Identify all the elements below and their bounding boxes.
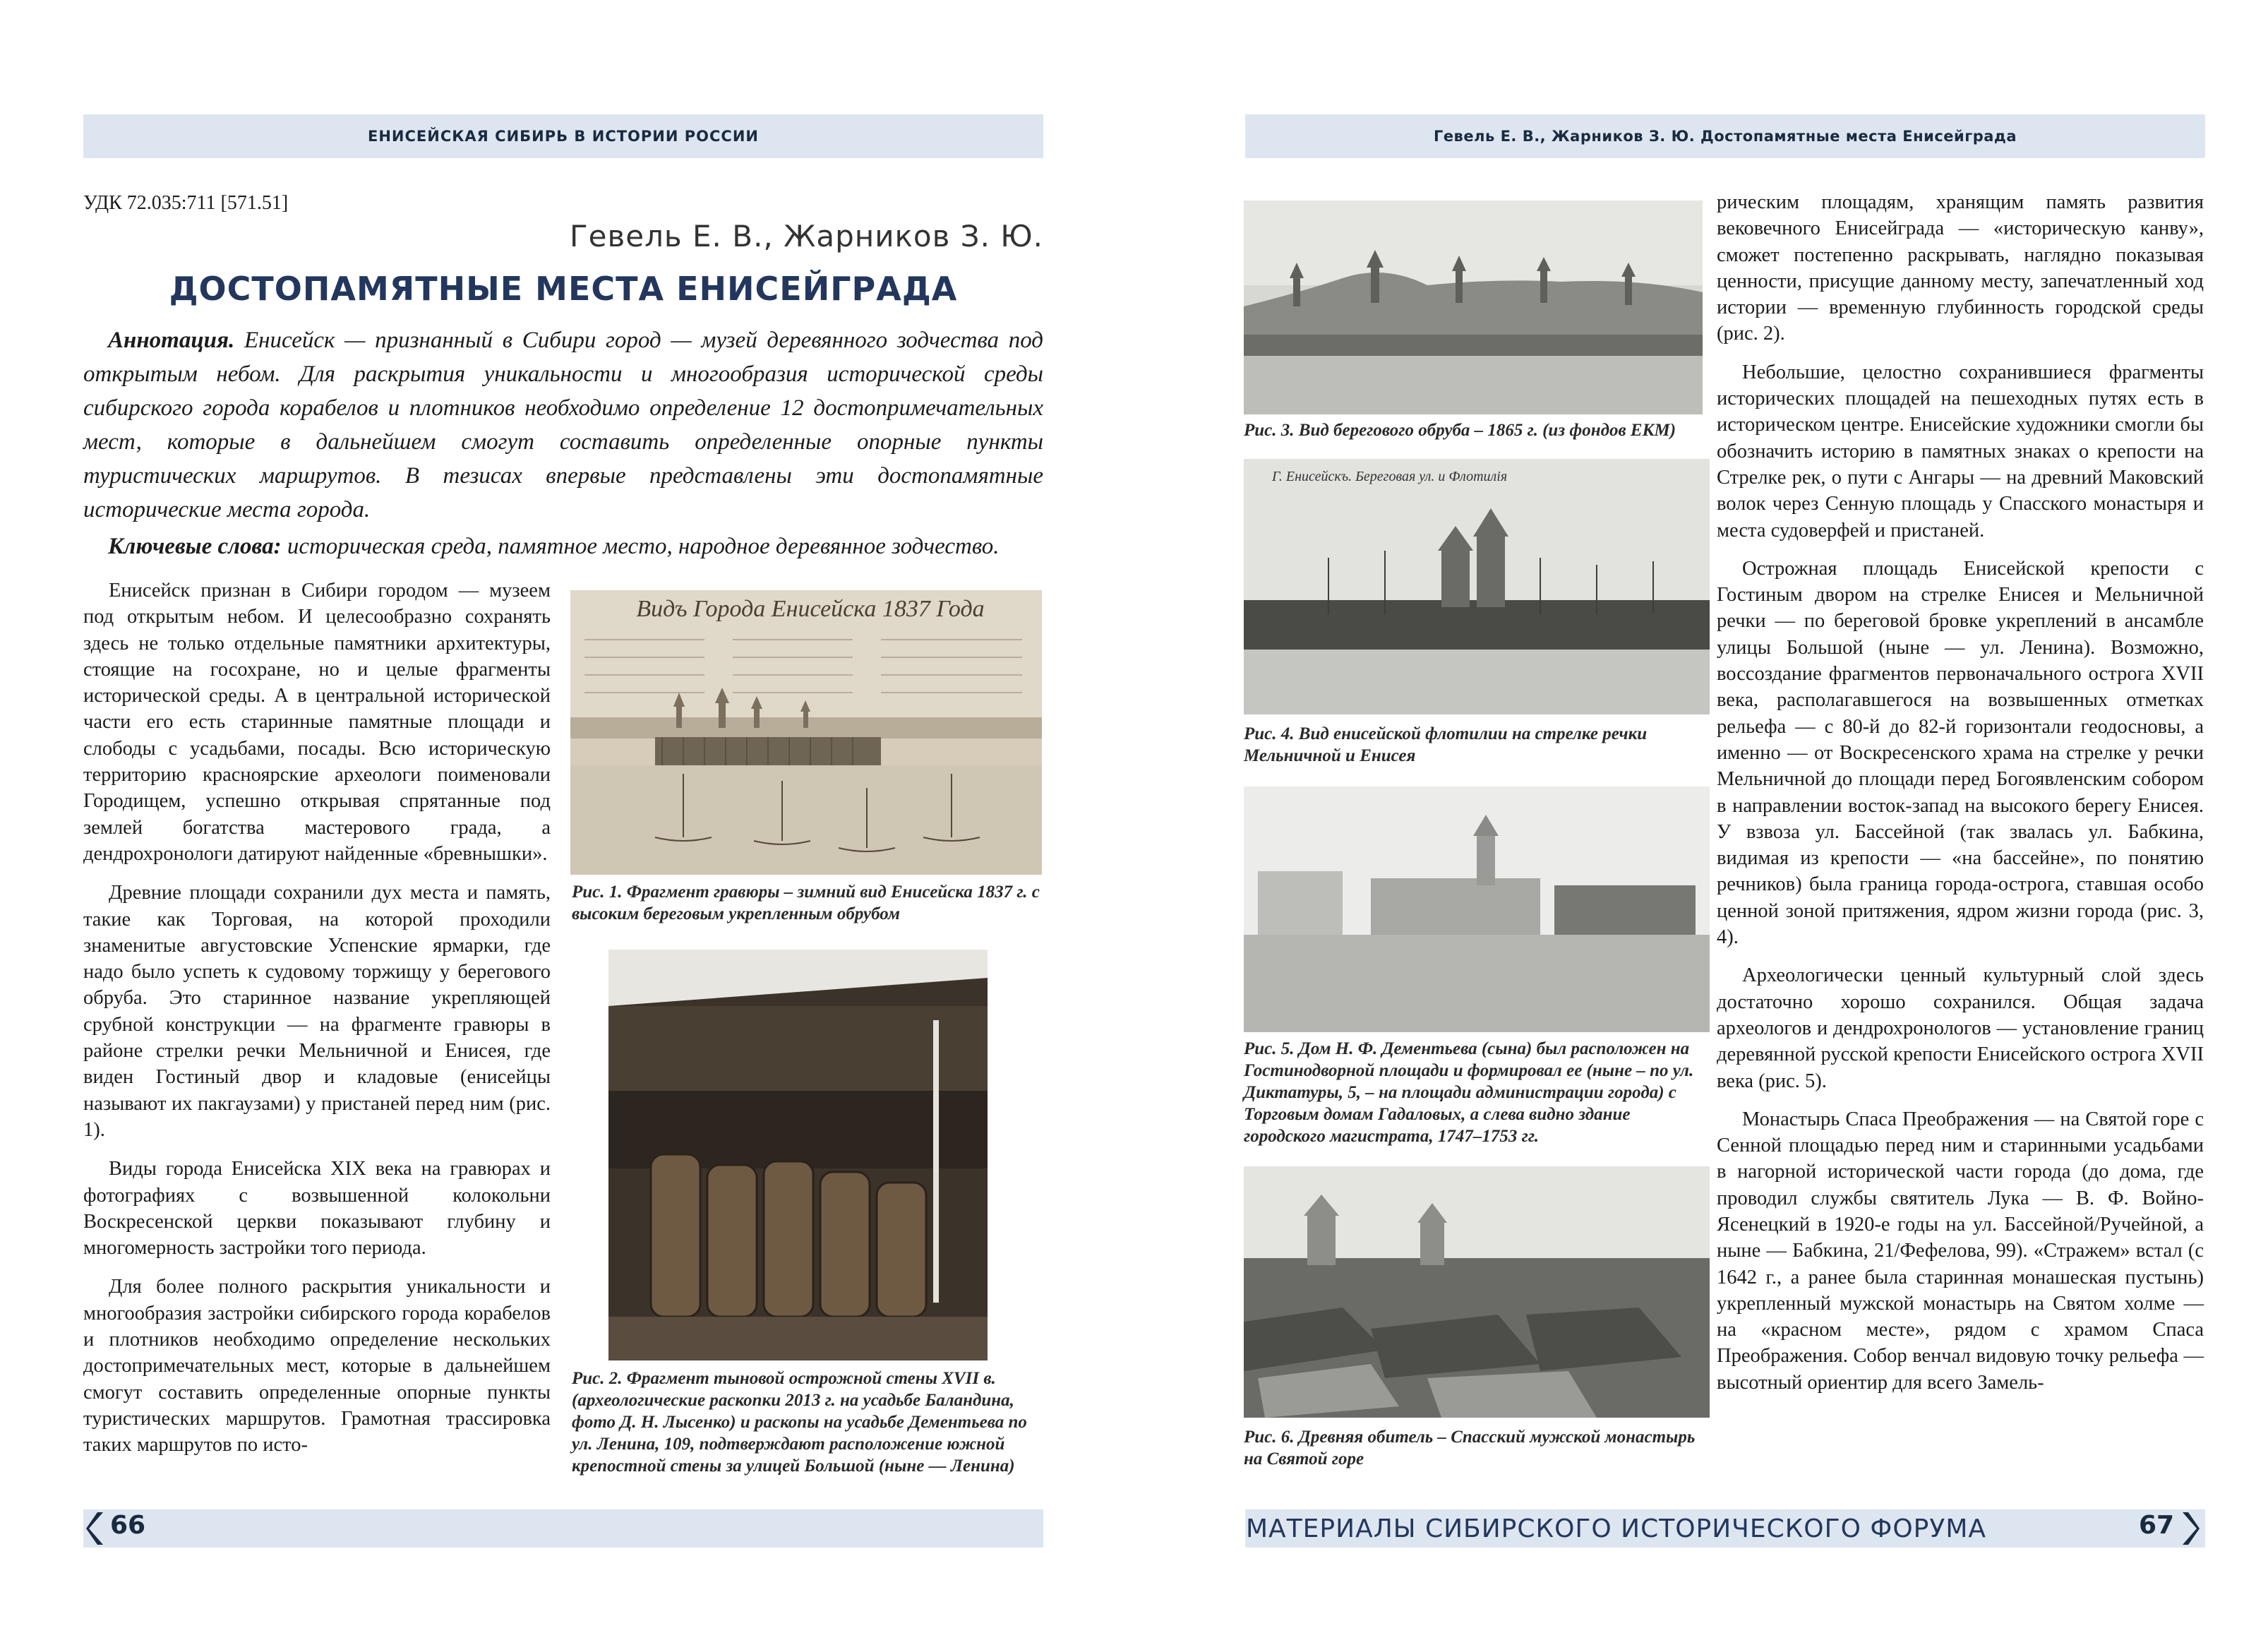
right-text-column	[1717, 189, 2204, 1408]
paragraph: рическим площадям, хранящим память развития вековечного Енисейграда — «историческую канву», сможет постепенно раскрывать, наглядно показывая ценности, присущие данному месту, запечатленный ход истории — временную глубинность городской среды (рис. 2).	[1717, 191, 2204, 345]
figure-3-caption: Рис. 3. Вид берегового обруба – 1865 г. (из фондов ЕКМ)	[1244, 421, 1676, 440]
paragraph: Острожная площадь Енисейской крепости с Гостиным двором на стрелке Енисея и Мельничной речки — по береговой бровке укреплений в ансамбле улицы Большой (ныне — ул. Ленина). Возможно, воссоздание фрагментов первоначального острога XVII века, располагавшегося на возвышенных отметках рельефа — с 80-й до 82-й горизонтали геодосновы, а именно — от Воскресенского храма на стрелке у речки Мельничной до площади перед Богоявленским собором в направлении восток-запад на высокого берегу Енисея. У взвоза ул. Бассейной (так звалась ул. Бабкина, видимая из крепости — «на бассейне», по понятию речников) была граница города-острога, ставшая особо ценной зоной притяжения, ядром жизни города (рис. 3, 4).	[1717, 557, 2204, 949]
page-number: 67	[2139, 1511, 2175, 1540]
keywords-label: Ключевые слова:	[108, 534, 282, 559]
abstract	[83, 323, 1043, 527]
paragraph: Виды города Енисейска XIX века на гравюрах и фотографиях с возвышенной колокольни Воскресенской церкви показывают глубину и многомерность застройки того периода.	[83, 1158, 551, 1260]
figure-6-caption: Рис. 6. Древняя обитель – Спасский мужской монастырь на Святой горе	[1244, 1428, 1696, 1468]
paragraph: Енисейск признан в Сибири городом — музеем под открытым небом. И целесообразно сохранять здесь не только отдельные памятники архитектуры, стоящие на госохране, но и целые фрагменты исторической среды. А в центральной исторической части его есть старинные памятные площади и слободы с усадьбами, посады. Всю историческую территорию красноярские археологи поименовали Городищем, успешно открывая спрятанные под землей богатства мастерового града, а дендрохронологи датируют найденные «бревнышки».	[83, 580, 551, 865]
paragraph: Древние площади сохранили дух места и память, такие как Торговая, на которой проходили знаменитые августовские Успенские ярмарки, где надо было успеть к судовому торжищу у берегового обруба. Это старинное название укрепляющей срубной конструкции — на фрагменте гравюры в районе стрелки речки Мельничной и Енисея, где виден Гостиный двор и кладовые (енисейцы называют их пакгаузами) у пристаней перед ним (рис. 1).	[83, 882, 551, 1141]
figure-4-caption: Рис. 4. Вид енисейской флотилии на стрелке речки Мельничной и Енисея	[1244, 724, 1648, 765]
figure-3-photo	[1244, 201, 1703, 414]
article-authors: Гевель Е. В., Жарников З. Ю.	[570, 219, 1043, 253]
paragraph: Для более полного раскрытия уникальности и многообразия застройки сибирского города корабелов и плотников необходимо определение нескольких достопримечательных мест, которые в дальнейшем смогут составить определенные опорные пункты туристических маршрутов. Грамотная трассировка таких маршрутов по исто-	[83, 1276, 551, 1456]
figure-2-caption: Рис. 2. Фрагмент тыновой острожной стены XVII в. (археологические раскопки 2013 г. на усадьбе Баландина, фото Д. Н. Лысенко) и раскопы на усадьбе Дементьева по ул. Ленина, 109, подтверждают расположение южной крепостной стены за улицей Большой (ныне — Ленина)	[572, 1369, 1027, 1476]
article-title: ДОСТОПАМЯТНЫЕ МЕСТА ЕНИСЕЙГРАДА	[169, 270, 958, 308]
engraving-title: Видъ Города Енисейска 1837 Года	[636, 596, 985, 622]
figure-1-engraving	[570, 590, 1042, 875]
udk-code: УДК 72.035:711 [571.51]	[83, 192, 289, 214]
abstract-label: Аннотация.	[108, 328, 235, 353]
shore-photo-image	[1244, 201, 1703, 414]
abstract-text: Енисейск — признанный в Сибири город — музей деревянного зодчества под открытым небом. Для раскрытия уникальности и многообразия исторической среды сибирского города корабелов и плотников необходимо определение 12 достопримечательных мест, которые в дальнейшем смогут составить определенные опорные пункты туристических маршрутов. В тезисах впервые представлены эти достопамятные исторические места города.	[83, 328, 1043, 522]
paragraph: Археологически ценный культурный слой здесь достаточно хорошо сохранился. Общая задача археологов и дендрохронологов — установление границ деревянной русской крепости Енисейского острога XVII века (рис. 5).	[1717, 964, 2204, 1092]
left-text-column	[83, 578, 551, 1471]
figure-2-excavation-photo	[608, 950, 988, 1360]
photo-label: Г. Енисейскъ. Береговая ул. и Флотилія	[1272, 469, 1508, 484]
running-head: Гевель Е. В., Жарников З. Ю. Достопамятные места Енисейграда	[1245, 114, 2205, 158]
figure-5-photo	[1244, 786, 1710, 1032]
paragraph: Небольшие, целостно сохранившиеся фрагменты исторических площадей на пешеходных путях есть в историческом центре. Енисейские художники смогли бы обозначить историю в памятных знаках о крепости на Стрелке рек, о пути с Ангары — на древний Маковский волок через Сенную площадь у Спасского монастыря и места судоверфей и пристаней.	[1717, 361, 2204, 542]
excavation-image	[608, 950, 988, 1360]
page-number: 66	[110, 1511, 146, 1540]
chevron-right-icon	[2181, 1511, 2200, 1546]
figure-5-caption: Рис. 5. Дом Н. Ф. Дементьева (сына) был расположен на Гостинодворной площади и формировал ее (ныне – по ул. Диктатуры, 5, – на площади администрации города) с Торговым домам Гадаловых, а слева видно здание городского магистрата, 1747–1753 гг.	[1244, 1039, 1694, 1146]
keywords-text: историческая среда, памятное место, народное деревянное зодчество.	[281, 534, 1000, 559]
journal-title: МАТЕРИАЛЫ СИБИРСКОГО ИСТОРИЧЕСКОГО ФОРУМА	[1246, 1514, 1987, 1543]
figure-6-photo	[1244, 1166, 1710, 1418]
figure-1-caption: Рис. 1. Фрагмент гравюры – зимний вид Енисейска 1837 г. с высоким береговым укрепленным обрубом	[572, 883, 1040, 923]
figure-4-photo	[1244, 459, 1710, 714]
engraving-image	[570, 590, 1042, 875]
paragraph: Монастырь Спаса Преображения — на Святой горе с Сенной площадью перед ним и старинными усадьбами в нагорной исторической части города (до дома, где проводил службы святитель Лука — В. Ф. Войно-Ясенецкий в 1920-е годы на ул. Бассейной/Ручейной, а ныне — Бабкина, 21/Фефелова, 99). «Стражем» встал (с 1642 г., а ранее была старинная монашеская пустынь) укрепленный мужской монастырь на Святом холме — на «красном месте», рядом с храмом Спаса Преображения. Собор венчал видовую точку рельефа — высотный ориентир для всего Замель-	[1717, 1108, 2204, 1394]
monastery-photo-image	[1244, 1166, 1710, 1418]
footer-band	[83, 1509, 1043, 1548]
dementyev-house-photo-image	[1244, 786, 1710, 1032]
chevron-left-icon	[86, 1511, 104, 1546]
keywords	[83, 530, 1043, 563]
running-head: ЕНИСЕЙСКАЯ СИБИРЬ В ИСТОРИИ РОССИИ	[83, 114, 1043, 158]
flotilla-photo-image	[1244, 459, 1710, 714]
